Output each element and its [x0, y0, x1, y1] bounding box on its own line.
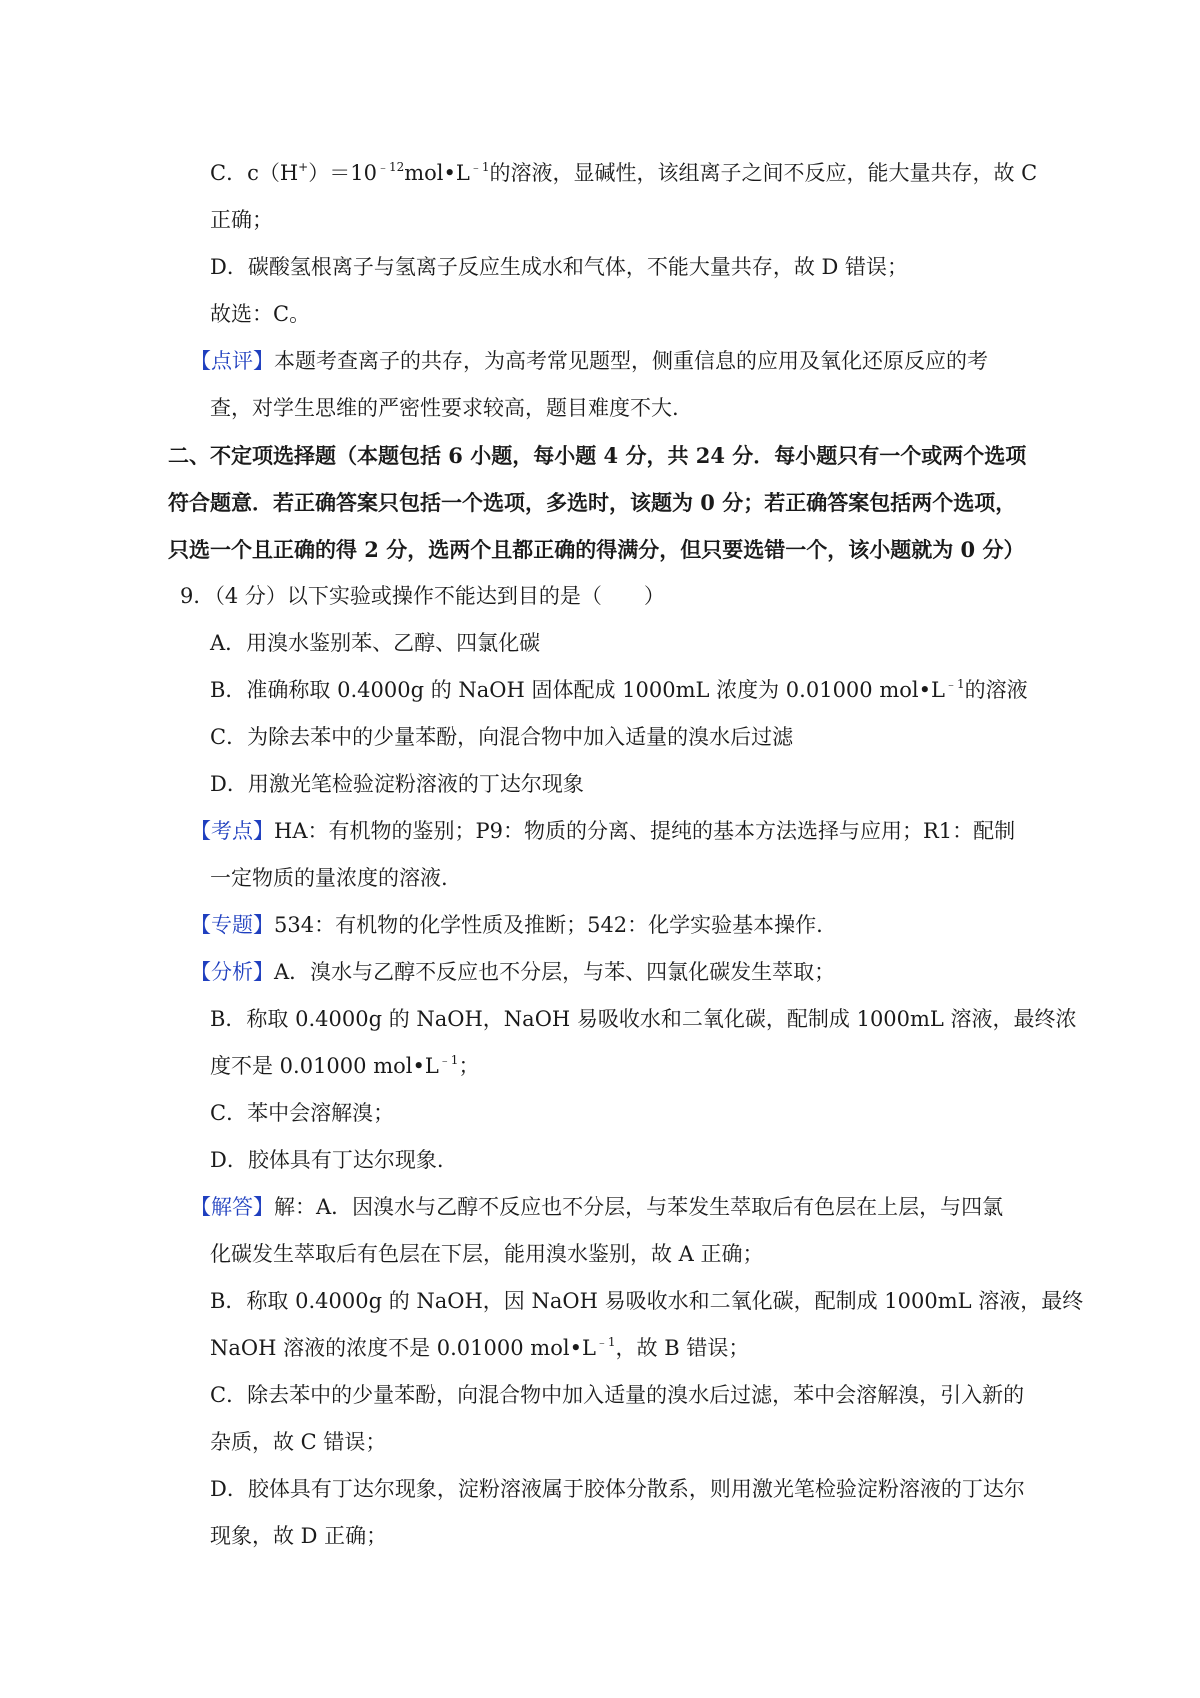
question-9-option-d: D．用激光笔检验淀粉溶液的丁达尔现象 — [210, 772, 584, 796]
comment-line-1 — [180, 338, 1040, 385]
section-heading-line-3: 只选一个且正确的得 2 分，选两个且都正确的得满分，但只要选错一个，该小题就为 0 分） — [168, 537, 1025, 562]
jieda-tag: 【解答】 — [190, 1195, 274, 1219]
question-9-option-a: A．用溴水鉴别苯、乙醇、四氯化碳 — [210, 631, 541, 655]
text: NaOH 溶液的浓度不是 0.01000 mol•L — [210, 1336, 596, 1360]
superscript: ﹣1 — [438, 1053, 459, 1067]
text: 的溶液，显碱性，该组离子之间不反应，能大量共存，故 C — [489, 161, 1038, 185]
jieda-line-c2: 杂质，故 C 错误； — [210, 1430, 387, 1454]
zhuanti-line — [180, 902, 1040, 949]
question-9-option-c: C．为除去苯中的少量苯酚，向混合物中加入适量的溴水后过滤 — [210, 725, 794, 749]
text: C．c（H — [210, 161, 299, 185]
text: 度不是 0.01000 mol•L — [210, 1054, 439, 1078]
fenxi-line-c: C．苯中会溶解溴； — [210, 1101, 395, 1125]
jieda-line-d2: 现象，故 D 正确； — [210, 1524, 388, 1548]
superscript: ﹣1 — [469, 160, 490, 174]
prev-option-d: D．碳酸氢根离子与氢离子反应生成水和气体，不能大量共存，故 D 错误； — [210, 255, 909, 279]
superscript: ﹣1 — [944, 677, 965, 691]
fenxi-tag: 【分析】 — [190, 960, 274, 984]
text: B．准确称取 0.4000g 的 NaOH 固体配成 1000mL 浓度为 0.01000 mol•L — [210, 678, 945, 702]
text: ； — [458, 1054, 480, 1078]
question-9-option-b — [180, 667, 1040, 714]
jieda-line-a1 — [180, 1184, 1040, 1231]
superscript: ﹣12 — [376, 160, 405, 174]
kaodian-line-2: 一定物质的量浓度的溶液. — [210, 866, 448, 890]
text: mol•L — [404, 161, 470, 185]
fenxi-line-d: D．胶体具有丁达尔现象. — [210, 1148, 444, 1172]
jieda-line-c1: C．除去苯中的少量苯酚，向混合物中加入适量的溴水后过滤，苯中会溶解溴，引入新的 — [210, 1383, 1025, 1407]
section-heading-line-1: 二、不定项选择题（本题包括 6 小题，每小题 4 分，共 24 分．每小题只有一个或两个选项 — [168, 443, 1027, 468]
kaodian-tag: 【考点】 — [190, 819, 274, 843]
text: ，故 B 错误； — [615, 1336, 750, 1360]
jieda-line-a2: 化碳发生萃取后有色层在下层，能用溴水鉴别，故 A 正确； — [210, 1242, 764, 1266]
document-content — [168, 150, 1084, 1560]
prev-answer: 故选：C。 — [210, 302, 311, 326]
jieda-line-d1: D．胶体具有丁达尔现象，淀粉溶液属于胶体分散系，则用激光笔检验淀粉溶液的丁达尔 — [210, 1477, 1025, 1501]
jieda-line-b1: B．称取 0.4000g 的 NaOH，因 NaOH 易吸收水和二氧化碳，配制成 1000mL 溶液，最终 — [210, 1289, 1084, 1313]
comment-line-2: 查，对学生思维的严密性要求较高，题目难度不大. — [210, 396, 679, 420]
text: 534：有机物的化学性质及推断；542：化学实验基本操作. — [274, 913, 823, 937]
section-heading-line-2: 符合题意．若正确答案只包括一个选项，多选时，该题为 0 分；若正确答案包括两个选项， — [168, 490, 1017, 515]
prev-option-c-line-2: 正确； — [210, 208, 273, 232]
superscript: ﹣1 — [595, 1335, 616, 1349]
text: A．溴水与乙醇不反应也不分层，与苯、四氯化碳发生萃取； — [274, 960, 836, 984]
text: HA：有机物的鉴别；P9：物质的分离、提纯的基本方法选择与应用；R1：配制 — [274, 819, 1016, 843]
fenxi-line-b1: B．称取 0.4000g 的 NaOH，NaOH 易吸收水和二氧化碳，配制成 1000mL 溶液，最终浓 — [210, 1007, 1077, 1031]
question-9: 9．（4 分）以下实验或操作不能达到目的是（ ） — [180, 584, 665, 608]
fenxi-line-a — [180, 949, 1040, 996]
text: 解：A．因溴水与乙醇不反应也不分层，与苯发生萃取后有色层在上层，与四氯 — [274, 1195, 1004, 1219]
fenxi-line-b2 — [180, 1043, 1040, 1090]
text: 的溶液 — [964, 678, 1028, 702]
comment-tag: 【点评】 — [190, 349, 274, 373]
text: ）＝10 — [308, 161, 377, 185]
jieda-line-b2 — [180, 1325, 1040, 1372]
zhuanti-tag: 【专题】 — [190, 913, 274, 937]
superscript: + — [298, 160, 309, 174]
prev-option-c-line-1 — [180, 150, 1040, 197]
text: 本题考查离子的共存，为高考常见题型，侧重信息的应用及氧化还原反应的考 — [274, 349, 988, 373]
kaodian-line-1 — [180, 808, 1040, 855]
